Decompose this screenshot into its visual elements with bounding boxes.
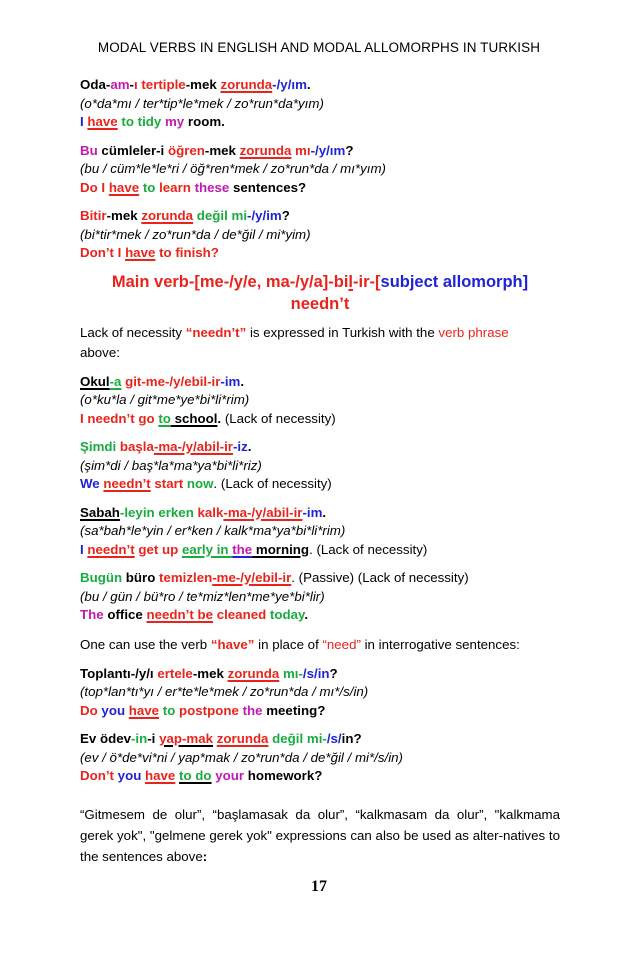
paragraph-alternatives: “Gitmesem de olur”, “başlamasak da olur”, “kalkmasam da olur”, "kalkmama gerek yok", "gelmene gerek yok" expressions can also be used as alter-natives to the sentences above: <box>80 806 560 864</box>
example-2-syllables: (bu / cüm*le*le*ri / öğ*ren*mek / zo*run*da / mı*yım) <box>80 161 386 176</box>
example-3-turkish: Bitir-mek zorunda değil mi-/y/im? <box>80 208 290 223</box>
example-7-turkish: Bugün büro temizlen-me-/y/ebil-ir. (Passive) (Lack of necessity) <box>80 570 469 585</box>
example-9-english: Don’t you have to do your homework? <box>80 768 323 783</box>
example-2-turkish: Bu cümleler-i öğren-mek zorunda mı-/y/ım? <box>80 142 354 158</box>
example-2-english: Do I have to learn these sentences? <box>80 179 307 195</box>
section-heading-subtitle: needn’t <box>290 294 350 313</box>
paragraph-lack-of-necessity: Lack of necessity “needn’t” is expressed in Turkish with the verb phrase above: <box>80 324 509 360</box>
example-4-syllables: (o*ku*la / git*me*ye*bi*li*rim) <box>80 392 250 407</box>
example-5-syllables: (şim*di / baş*la*ma*ya*bi*li*riz) <box>80 457 262 473</box>
example-7-syllables: (bu / gün / bü*ro / te*miz*len*me*ye*bi*lir) <box>80 588 325 604</box>
example-7-english: The office needn’t be cleaned today. <box>80 607 309 622</box>
example-1-english: I have to tidy my room. <box>80 114 225 129</box>
example-8-turkish: Toplantı-/y/ı ertele-mek zorunda mı-/s/in? <box>80 665 338 681</box>
page-number: 17 <box>311 878 327 895</box>
page-header: MODAL VERBS IN ENGLISH AND MODAL ALLOMORPHS IN TURKISH <box>97 40 541 55</box>
example-9-turkish: Ev ödev-in-i yap-mak zorunda değil mi-/s/in? <box>80 731 362 746</box>
example-1-turkish: Oda-am-ı tertiple-mek zorunda-/y/ım. <box>80 77 311 92</box>
section-heading: Main verb-[me-/y/e, ma-/y/a]-bil-ir-[subject allomorph] <box>111 272 529 291</box>
example-8-syllables: (top*lan*tı*yı / er*te*le*mek / zo*run*da / mı*/s/in) <box>80 684 369 699</box>
example-6-english: I needn’t get up early in the morning. (Lack of necessity) <box>80 541 428 557</box>
example-6-syllables: (sa*bah*le*yin / er*ken / kalk*ma*ya*bi*li*rim) <box>80 523 346 538</box>
example-3-syllables: (bi*tir*mek / zo*run*da / de*ğil / mi*yim) <box>80 226 311 242</box>
example-3-english: Don’t I have to finish? <box>80 245 219 260</box>
example-9-syllables: (ev / ö*de*vi*ni / yap*mak / zo*run*da / de*ğil / mi*/s/in) <box>80 749 403 765</box>
example-4-english: I needn’t go to school. (Lack of necessity) <box>80 410 336 426</box>
example-5-turkish: Şimdi başla-ma-/y/abil-ir-iz. <box>80 439 252 454</box>
page-content <box>80 76 560 867</box>
example-8-english: Do you have to postpone the meeting? <box>80 702 326 718</box>
example-4-turkish: Okul-a git-me-/y/ebil-ir-im. <box>80 373 245 389</box>
example-5-english: We needn’t start now. (Lack of necessity) <box>80 476 332 491</box>
paragraph-have-instead-of-need: One can use the verb “have” in place of “need” in interrogative sentences: <box>80 636 520 652</box>
example-1-syllables: (o*da*mı / ter*tip*le*mek / zo*run*da*yım) <box>80 95 324 111</box>
example-6-turkish: Sabah-leyin erken kalk-ma-/y/abil-ir-im. <box>80 504 327 520</box>
